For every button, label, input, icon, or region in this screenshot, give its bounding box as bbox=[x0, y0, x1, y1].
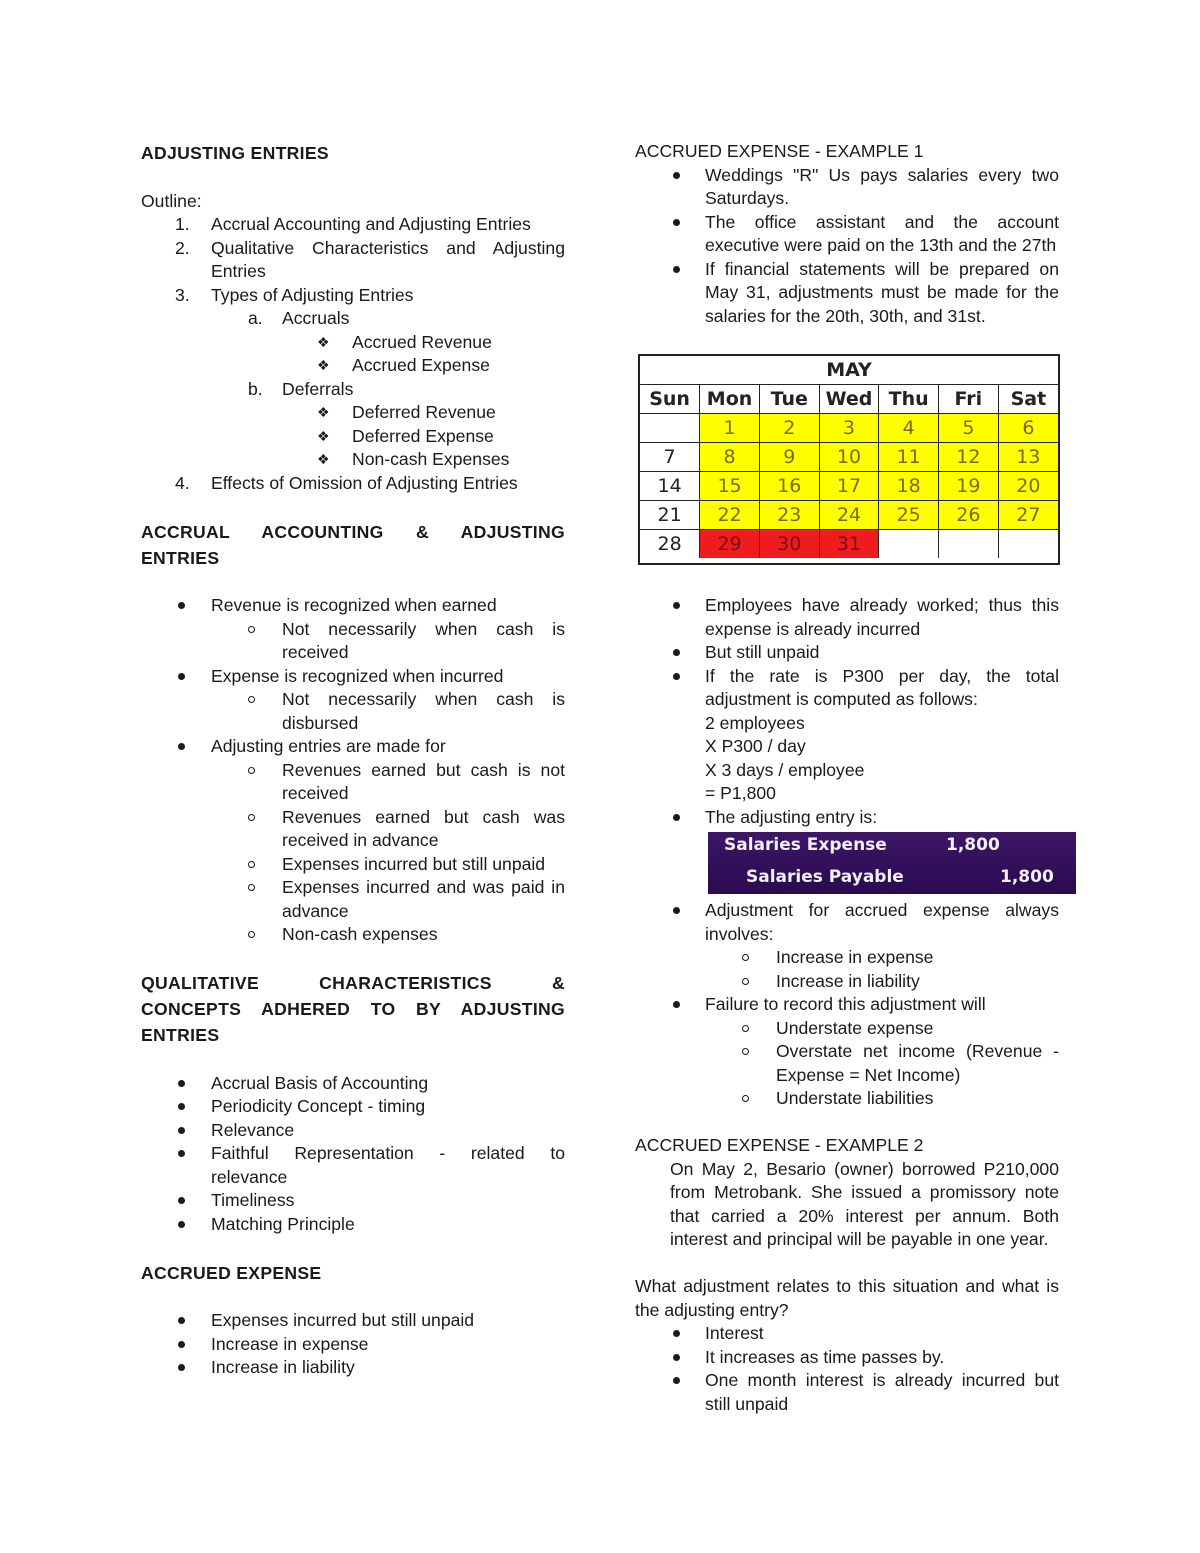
bullet-icon bbox=[673, 266, 680, 273]
list-item: If the rate is P300 per day, the total adjustment is computed as follows: 2 employees X P300 / day X 3 days / employee = P1,800 bbox=[635, 665, 1059, 806]
calendar-cell-unpaid: 30 bbox=[759, 530, 819, 559]
calendar-cell: 13 bbox=[998, 443, 1058, 472]
list-item: Faithful Representation - related to relevance bbox=[141, 1142, 565, 1189]
calendar-cell: 17 bbox=[819, 472, 879, 501]
calendar-cell: 26 bbox=[939, 501, 999, 530]
circle-bullet-icon bbox=[248, 861, 255, 868]
circle-bullet-icon bbox=[742, 1048, 749, 1055]
list-subitem: Not necessarily when cash is received bbox=[141, 618, 565, 665]
calendar-cell: 5 bbox=[939, 414, 999, 443]
credit-amount: 1,800 bbox=[1000, 867, 1054, 887]
circle-bullet-icon bbox=[248, 814, 255, 821]
calendar-cell bbox=[998, 530, 1058, 559]
bullet-icon bbox=[178, 1364, 185, 1371]
bullet-icon bbox=[178, 1197, 185, 1204]
qualitative-list bbox=[141, 1072, 565, 1237]
bullet-icon bbox=[673, 602, 680, 609]
outline-item: 4. Effects of Omission of Adjusting Entries bbox=[175, 472, 518, 493]
outline-subitem: b. Deferrals bbox=[248, 378, 354, 399]
debit-amount: 1,800 bbox=[946, 835, 1000, 855]
accrual-heading: ACCRUAL ACCOUNTING & ADJUSTING bbox=[141, 521, 565, 542]
calendar-cell-unpaid: 29 bbox=[700, 530, 760, 559]
bullet-icon bbox=[178, 1341, 185, 1348]
circle-bullet-icon bbox=[742, 1095, 749, 1102]
outline-subsubitem: ❖ Deferred Revenue bbox=[141, 401, 565, 425]
list-item: Adjustment for accrued expense always involves: bbox=[635, 899, 1059, 946]
calendar-cell: 15 bbox=[700, 472, 760, 501]
calendar-grid bbox=[640, 385, 1058, 558]
calendar-cell: 11 bbox=[879, 443, 939, 472]
calendar-day-header: Wed bbox=[819, 385, 879, 414]
calendar-cell: 8 bbox=[700, 443, 760, 472]
calendar-cell: 1 bbox=[700, 414, 760, 443]
adjustment-effects-list bbox=[635, 899, 1059, 1111]
calendar-day-header: Mon bbox=[700, 385, 760, 414]
bullet-icon bbox=[673, 907, 680, 914]
example1-title: ACCRUED EXPENSE - EXAMPLE 1 bbox=[635, 141, 924, 161]
outline-item: 3. Types of Adjusting Entries bbox=[175, 284, 414, 305]
calendar-cell: 14 bbox=[640, 472, 700, 501]
list-item: Periodicity Concept - timing bbox=[141, 1095, 565, 1119]
list-subitem: Understate expense bbox=[635, 1017, 1059, 1041]
accrued-expense-list bbox=[141, 1309, 565, 1380]
circle-bullet-icon bbox=[742, 954, 749, 961]
qualitative-heading: QUALITATIVE CHARACTERISTICS & bbox=[141, 973, 565, 993]
calendar-explanation-list bbox=[635, 594, 1059, 829]
calendar-day-header: Sun bbox=[640, 385, 700, 414]
list-item: Increase in liability bbox=[141, 1356, 565, 1380]
list-item: Employees have already worked; thus this expense is already incurred bbox=[635, 594, 1059, 641]
list-subitem: Increase in expense bbox=[635, 946, 1059, 970]
list-subitem: Not necessarily when cash is disbursed bbox=[141, 688, 565, 735]
bullet-icon bbox=[673, 1001, 680, 1008]
calendar-cell: 18 bbox=[879, 472, 939, 501]
may-calendar bbox=[638, 354, 1060, 565]
calendar-cell: 22 bbox=[700, 501, 760, 530]
calendar-cell: 19 bbox=[939, 472, 999, 501]
left-column bbox=[141, 140, 565, 1380]
list-item: Accrual Basis of Accounting bbox=[141, 1072, 565, 1096]
example2-list bbox=[635, 1322, 1059, 1416]
calendar-cell: 2 bbox=[759, 414, 819, 443]
calendar-cell: 12 bbox=[939, 443, 999, 472]
list-subitem: Revenues earned but cash was received in advance bbox=[141, 806, 565, 853]
circle-bullet-icon bbox=[248, 626, 255, 633]
example2-paragraph: On May 2, Besario (owner) borrowed P210,000 from Metrobank. She issued a promissory note that carried a 20% interest per annum. Both interest and principal will be payable in one year. bbox=[670, 1158, 1059, 1249]
outline-list bbox=[141, 213, 565, 495]
circle-bullet-icon bbox=[742, 978, 749, 985]
calendar-cell bbox=[879, 530, 939, 559]
list-item: Increase in expense bbox=[141, 1333, 565, 1357]
outline-subsubitem: ❖ Non-cash Expenses bbox=[141, 448, 565, 472]
circle-bullet-icon bbox=[248, 931, 255, 938]
list-item: Relevance bbox=[141, 1119, 565, 1143]
calendar-day-header: Thu bbox=[879, 385, 939, 414]
calendar-cell: 20 bbox=[998, 472, 1058, 501]
calendar-cell: 23 bbox=[759, 501, 819, 530]
bullet-icon bbox=[673, 1377, 680, 1384]
outline-item: 1. Accrual Accounting and Adjusting Entries bbox=[175, 214, 531, 234]
calendar-cell: 25 bbox=[879, 501, 939, 530]
bullet-icon bbox=[178, 1317, 185, 1324]
list-item: Failure to record this adjustment will bbox=[635, 993, 1059, 1017]
bullet-icon bbox=[178, 1150, 185, 1157]
list-item: Timeliness bbox=[141, 1189, 565, 1213]
bullet-icon bbox=[673, 673, 680, 680]
credit-account: Salaries Payable bbox=[746, 867, 904, 887]
calendar-cell bbox=[640, 414, 700, 443]
journal-entry-box bbox=[708, 832, 1076, 894]
bullet-icon bbox=[178, 1221, 185, 1228]
calendar-day-header: Sat bbox=[998, 385, 1058, 414]
bullet-icon bbox=[178, 1103, 185, 1110]
calendar-cell bbox=[939, 530, 999, 559]
calendar-cell-unpaid: 31 bbox=[819, 530, 879, 559]
list-item: It increases as time passes by. bbox=[635, 1346, 1059, 1370]
diamond-icon: ❖ bbox=[317, 427, 330, 444]
accrual-list bbox=[141, 594, 565, 947]
bullet-icon bbox=[178, 743, 185, 750]
right-column-top bbox=[635, 140, 1059, 328]
list-item: The adjusting entry is: bbox=[635, 806, 1059, 830]
qualitative-heading-end: ENTRIES bbox=[141, 1025, 220, 1045]
bullet-icon bbox=[178, 602, 185, 609]
bullet-icon bbox=[178, 1127, 185, 1134]
circle-bullet-icon bbox=[248, 767, 255, 774]
calendar-day-header: Fri bbox=[939, 385, 999, 414]
calendar-cell: 27 bbox=[998, 501, 1058, 530]
bullet-icon bbox=[178, 673, 185, 680]
calendar-cell: 21 bbox=[640, 501, 700, 530]
list-item: If financial statements will be prepared on May 31, adjustments must be made for the salaries for the 20th, 30th, and 31st. bbox=[635, 258, 1059, 329]
bullet-icon bbox=[673, 1354, 680, 1361]
calc-line: = P1,800 bbox=[705, 783, 776, 803]
list-subitem: Understate liabilities bbox=[635, 1087, 1059, 1111]
bullet-icon bbox=[178, 1080, 185, 1087]
calc-line: 2 employees bbox=[705, 712, 805, 733]
calendar-cell: 24 bbox=[819, 501, 879, 530]
example2-title: ACCRUED EXPENSE - EXAMPLE 2 bbox=[635, 1135, 924, 1155]
circle-bullet-icon bbox=[248, 696, 255, 703]
list-subitem: Expenses incurred and was paid in advance bbox=[141, 876, 565, 923]
list-item: But still unpaid bbox=[635, 641, 1059, 665]
outline-label: Outline: bbox=[141, 190, 202, 211]
bullet-icon bbox=[673, 814, 680, 821]
accrued-expense-heading: ACCRUED EXPENSE bbox=[141, 1262, 322, 1283]
list-subitem: Revenues earned but cash is not received bbox=[141, 759, 565, 806]
outline-subsubitem: ❖ Accrued Expense bbox=[141, 354, 565, 378]
list-item: The office assistant and the account executive were paid on the 13th and the 27th bbox=[635, 211, 1059, 258]
list-subitem: Expenses incurred but still unpaid bbox=[141, 853, 565, 877]
example2-question-cont: the adjusting entry? bbox=[635, 1299, 789, 1320]
diamond-icon: ❖ bbox=[317, 404, 330, 420]
diamond-icon: ❖ bbox=[317, 451, 330, 467]
list-item: Expenses incurred but still unpaid bbox=[141, 1309, 565, 1333]
right-column-bottom bbox=[635, 899, 1059, 1416]
diamond-icon: ❖ bbox=[317, 333, 330, 350]
calendar-day-header: Tue bbox=[759, 385, 819, 414]
outline-subsubitem: ❖ Accrued Revenue bbox=[141, 331, 565, 355]
bullet-icon bbox=[673, 1330, 680, 1337]
list-subitem: Non-cash expenses bbox=[141, 923, 565, 947]
diamond-icon: ❖ bbox=[317, 357, 330, 373]
page-title: ADJUSTING ENTRIES bbox=[141, 143, 329, 163]
bullet-icon bbox=[673, 172, 680, 179]
list-item: Adjusting entries are made for bbox=[141, 735, 565, 759]
list-item: Weddings "R" Us pays salaries every two Saturdays. bbox=[635, 164, 1059, 211]
qualitative-heading-cont: CONCEPTS ADHERED TO BY ADJUSTING bbox=[141, 999, 565, 1019]
example1-list bbox=[635, 164, 1059, 329]
calendar-cell: 3 bbox=[819, 414, 879, 443]
list-subitem: Overstate net income (Revenue - Expense = Net Income) bbox=[635, 1040, 1059, 1087]
list-item: Revenue is recognized when earned bbox=[141, 594, 565, 618]
list-item: One month interest is already incurred but still unpaid bbox=[635, 1369, 1059, 1416]
example2-question: What adjustment relates to this situation and what is bbox=[635, 1276, 1059, 1296]
circle-bullet-icon bbox=[248, 884, 255, 891]
bullet-icon bbox=[673, 649, 680, 656]
outline-subsubitem: ❖ Deferred Expense bbox=[141, 425, 565, 449]
calendar-cell: 9 bbox=[759, 443, 819, 472]
calendar-cell: 4 bbox=[879, 414, 939, 443]
calendar-cell: 16 bbox=[759, 472, 819, 501]
circle-bullet-icon bbox=[742, 1025, 749, 1032]
list-item: Expense is recognized when incurred bbox=[141, 665, 565, 689]
calendar-cell: 6 bbox=[998, 414, 1058, 443]
outline-subitem: a. Accruals bbox=[248, 308, 350, 328]
list-item: Interest bbox=[635, 1322, 1059, 1346]
calc-line: X 3 days / employee bbox=[705, 759, 865, 780]
right-column-mid bbox=[635, 594, 1059, 829]
accrual-heading-cont: ENTRIES bbox=[141, 547, 220, 568]
calendar-cell: 7 bbox=[640, 443, 700, 472]
list-subitem: Increase in liability bbox=[635, 970, 1059, 994]
calc-line: X P300 / day bbox=[705, 736, 806, 756]
debit-account: Salaries Expense bbox=[724, 835, 887, 855]
calendar-cell: 28 bbox=[640, 530, 700, 559]
list-item: Matching Principle bbox=[141, 1213, 565, 1237]
calendar-month: MAY bbox=[640, 356, 1058, 385]
outline-item: 2. Qualitative Characteristics and Adjusting Entries bbox=[175, 237, 565, 281]
bullet-icon bbox=[673, 219, 680, 226]
calendar-cell: 10 bbox=[819, 443, 879, 472]
